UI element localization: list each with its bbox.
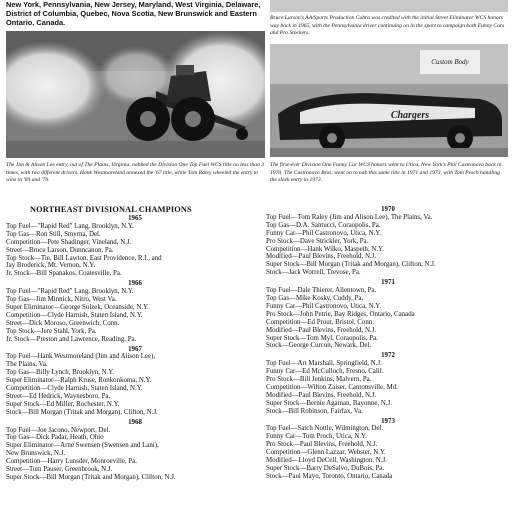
dragster-photo — [6, 31, 265, 158]
champion-entry: New Brunswick, N.J. — [6, 450, 66, 458]
champion-entry: The Plains, Va. — [6, 361, 48, 369]
champion-entry: Super Eliminator—Arne Swensen (Swensen and Lani), — [6, 442, 159, 450]
champion-entry: Funny Car—Tom Proch, Utica, N.Y. — [266, 433, 367, 441]
champion-entry: Stock—Bill Robinson, Fairfax, Va. — [266, 407, 363, 415]
block-gap — [6, 482, 264, 484]
champion-entry: Top Fuel—Hank Westmoreland (Jim and Alison Lee), — [6, 353, 156, 361]
car-name-text: Chargers — [390, 110, 430, 121]
champion-entry: Top Fuel—Joe Jacono, Newport, Del. — [6, 426, 111, 434]
intro-paragraph: New York, Pennsylvania, New Jersey, Maryland, West Virginia, Delaware, District of Columbia, Quebec, Nova Scotia, New Brunswick and Eastern Ontario, Canada. — [6, 0, 261, 27]
champion-entry: Super Stock—Bill Morgan (Tritak and Morgan), Clifton, N.J. — [266, 261, 436, 269]
champion-entry: Jay Broderick, Mt. Vernon, N.Y. — [6, 262, 96, 270]
block-gap — [266, 481, 510, 483]
champion-entry: Super Stock—Bill Morgan (Tritak and Morgan), Clifton, N.J. — [6, 474, 176, 481]
year-heading: 1967 — [128, 345, 142, 353]
champion-entry: Super Stock—Tom Myl, Coraopolis, Pa. — [266, 334, 378, 342]
champion-entry: Stock—Jack Worrell, Trevose, Pa. — [266, 269, 361, 277]
year-heading: 1971 — [381, 279, 395, 287]
champion-entry: Top Gas—Jim Minnick, Nitro, West Va. — [6, 296, 117, 304]
champion-entry: Jr. Stock—Bill Spanakos, Coatesville, Pa. — [6, 270, 122, 278]
champion-entry: Funny Car—Phil Castronovo, Utica, N.Y. — [266, 229, 382, 237]
champion-entry: Street—Dick Moroso, Greenwich, Conn. — [6, 319, 120, 327]
champion-entry: Top Stock—Jere Stahl, York, Pa. — [6, 327, 97, 335]
champion-entry: Top Gas—Billy Lynch, Brooklyn, N.Y. — [6, 369, 115, 377]
champion-entry: Competition—Glenn Lazzar, Webster, N.Y. — [266, 449, 386, 457]
champion-entry: Top Gas—Dick Padar, Heath, Ohio — [6, 434, 104, 442]
champion-entry: Competition—Clyde Harnish, Staten Island, N.Y. — [6, 311, 143, 319]
year-block — [6, 215, 264, 280]
champion-entry: Super Eliminator—Ralph Kruse, Ronkonkoma, N.Y. — [6, 377, 152, 385]
champion-entry: Top Gas—D.A. Santucci, Coraopolis, Pa. — [266, 221, 381, 229]
sign-text: Custom Body — [431, 58, 469, 66]
champion-entry: Stock—George Curcon, Newark, Del. — [266, 342, 372, 350]
champion-entry: Competition—Pete Shadinger, Vineland, N.J. — [6, 238, 132, 246]
champions-left-column — [6, 215, 264, 484]
champion-entry: Top Stock—Tie, Bill Lawton, East Providence, R.I., and — [6, 254, 162, 262]
year-block — [266, 352, 510, 417]
funny-car-photo — [270, 44, 508, 157]
cobra-photo-strip — [270, 0, 508, 12]
champion-entry: Modified—Paul Blevins, Freehold, N.J. — [266, 391, 377, 399]
year-block — [6, 419, 264, 484]
year-heading: 1965 — [128, 215, 142, 222]
champion-entry: Pro Stock—Dave Strickler, York, Pa. — [266, 237, 369, 245]
champion-entry: Top Gas—Mike Kosky, Cuddy, Pa. — [266, 294, 364, 302]
champion-entry: Modified—Lloyd DeCell, Washington, N.J. — [266, 457, 387, 465]
champion-entry: Street—Ed Hedrick, Waynesboro, Pa. — [6, 392, 111, 400]
champion-entry: Pro Stock—Bill Jenkins, Malvern, Pa. — [266, 376, 372, 384]
year-heading: 1968 — [128, 418, 142, 426]
section-title: NORTHEAST DIVISIONAL CHAMPIONS — [30, 205, 192, 214]
year-heading: 1970 — [381, 206, 395, 213]
caption-cobra: Bruce Larson's AA/Sports Production Cobra was credited with the initial Street Eliminator WCS honors way back in 1965, with the Pennsylvania driver continuing on in the sport to campaign both Funny Cars and Pro Stockers. — [270, 15, 505, 37]
champion-entry: Pro Stock—Paul Blevins, Freehold, N.J. — [266, 441, 378, 449]
champion-entry: Super Stock—Bernie Agaman, Bayonne, N.J. — [266, 399, 392, 407]
champion-entry: Top Fuel—Tom Raley (Jim and Alison Lee), The Plains, Va. — [266, 213, 433, 221]
champion-entry: Modified—Paul Blevins, Freehold, N.J. — [266, 326, 377, 334]
champion-entry: Pro Stock—John Petrie, Bay Ridges, Ontario, Canada — [266, 310, 415, 318]
champion-entry: Street—Bruce Larson, Dunncanon, Pa. — [6, 246, 114, 254]
year-block — [266, 279, 510, 352]
year-block — [266, 418, 510, 483]
year-heading: 1972 — [381, 352, 395, 360]
champion-entry: Top Fuel—"Rapid Red" Lang, Brooklyn, N.Y. — [6, 222, 134, 230]
caption-funny-car: The first-ever Division One Funny Car WCS honors went to Utica, New York's Phil Castronovo back in 1970. The Castronovo Bros. went on to nab this same title in 1971 and 1973, with Tom Proch handling the sleek entry in 1973. — [270, 162, 502, 184]
champion-entry: Jr. Stock—Preston and Lawrence, Reading, Pa. — [6, 335, 137, 343]
year-block — [6, 346, 264, 419]
champion-entry: Stock—Paul Mayo, Toronto, Ontario, Canada — [266, 472, 393, 480]
champion-entry: Top Gas—Ron Still, Smyrna, Del. — [6, 230, 101, 238]
champion-entry: Super Stock—Ed Miller, Rochester, N.Y. — [6, 400, 120, 408]
champion-entry: Competition—Wilton Zaiser, Cantonsville, Md. — [266, 383, 398, 391]
year-heading: 1973 — [381, 417, 395, 425]
caption-dragster: The Jim & Alison Lee entry, out of The Plains, Virginia, nabbed the Division One Top Fuel WCS title no less than 3 times, with two different drivers. Hank Westmoreland annexed the '67 title, while Tom Raley wheeled the entry to wins in '69 and '70. — [6, 162, 265, 184]
champion-entry: Super Stock—Barry DeSalvo, DuBois, Pa. — [266, 465, 385, 472]
champion-entry: Top Fuel—Art Marshall, Springfield, N.J. — [266, 360, 382, 368]
dragster-illustration — [6, 31, 265, 158]
year-block — [266, 206, 510, 279]
champion-entry: Competition—Harry Lunsder, Monroeville, Pa. — [6, 458, 138, 466]
champion-entry: Competition—Hank Wilko, Maspeth, N.Y. — [266, 245, 384, 253]
champion-entry: Modified—Paul Blevins, Freehold, N.J. — [266, 253, 377, 261]
champion-entry: Street—Tom Pauser, Greenbrook, N.J. — [6, 466, 113, 474]
champion-entry: Competition—Clyde Harnish, Staten Island, N.Y. — [6, 385, 143, 393]
champions-right-column — [266, 206, 510, 483]
funny-car-illustration — [270, 44, 508, 157]
champion-entry: Top Fuel—"Rapid Red" Lang, Brooklyn, N.Y. — [6, 288, 134, 296]
year-heading: 1966 — [128, 280, 142, 288]
champion-entry: Stock—Bill Morgan (Tritak and Morgan), Clifton, N.J. — [6, 408, 158, 416]
champion-entry: Funny Car—Phil Castronovo, Utica, N.Y. — [266, 302, 382, 310]
year-block — [6, 280, 264, 345]
champion-entry: Competition—Ed Prout, Bristol, Conn. — [266, 318, 374, 326]
champion-entry: Super Eliminator—George Sulzek, Oceanside, N.Y. — [6, 303, 149, 311]
champion-entry: Funny Car—Ed McCulloch, Fresno, Calif. — [266, 368, 384, 376]
champion-entry: Top Fuel—Satch Nottle, Wilmington, Del. — [266, 425, 384, 433]
champion-entry: Top Fuel—Dale Thierer, Allentown, Pa. — [266, 287, 377, 295]
